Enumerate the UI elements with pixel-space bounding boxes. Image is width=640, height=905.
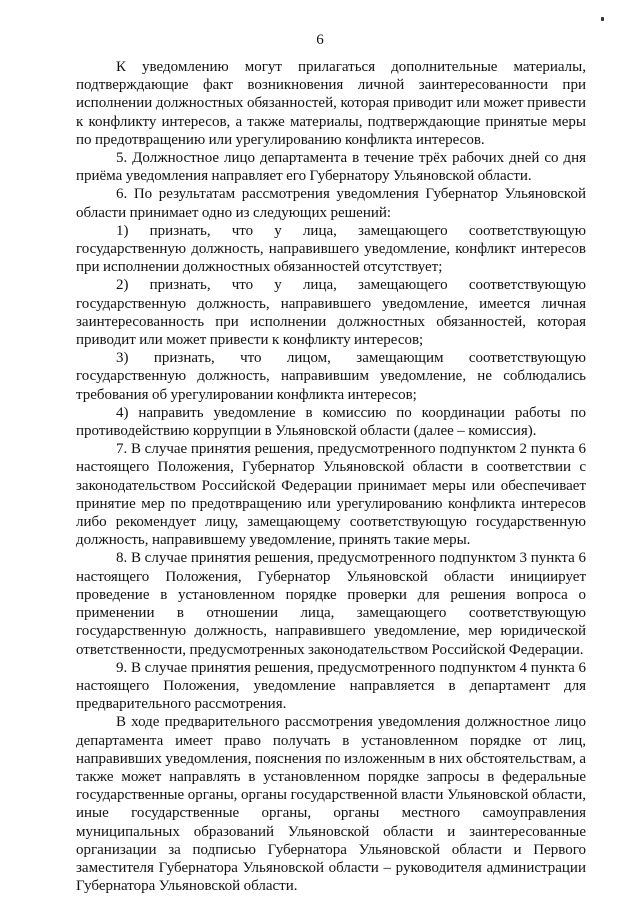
paragraph-9: 9. В случае принятия решения, предусмотренного подпунктом 4 пункта 6 настоящего Положения, уведомление направляется в департамент для предварительного рассмотрения. [76,659,586,713]
paragraph-6-item-3: 3) признать, что лицом, замещающим соответствующую государственную должность, направившим уведомление, не соблюдались требования об урегулировании конфликта интересов; [76,350,586,403]
page-number: 6 [316,32,324,48]
paragraph-5: 5. Должностное лицо департамента в течение трёх рабочих дней со дня приёма уведомления направляет его Губернатору Ульяновской области. [76,150,586,185]
paragraph-7: 7. В случае принятия решения, предусмотренного подпунктом 2 пункта 6 настоящего Положения, Губернатор Ульяновской области в соответствии с законодательством Российской Федерации принимает меры или обеспечивает принятие мер по предотвращению или урегулированию конфликта интересов либо рекомендует лицу, замещающему соответствующую государственную должность, направившему уведомление, принять такие меры. [76,441,586,549]
paragraph-6-item-1: 1) признать, что у лица, замещающего соответствующую государственную должность, направившего уведомление, конфликт интересов при исполнении должностных обязанностей отсутствует; [76,222,586,276]
paragraph-attachments: К уведомлению могут прилагаться дополнительные материалы, подтверждающие факт возникновения личной заинтересованности при исполнении должностных обязанностей, которая приводит или может привести к конфликту интересов, а также материалы, подтверждающие принятые меры по предотвращению или урегулированию конфликта интересов. [76,59,586,148]
paragraph-6: 6. По результатам рассмотрения уведомления Губернатор Ульяновской области принимает одно из следующих решений: [76,186,586,221]
paragraph-6-item-4: 4) направить уведомление в комиссию по координации работы по противодействию коррупции в Ульяновской области (далее – комиссия). [76,404,586,440]
paragraph-preliminary-review: В ходе предварительного рассмотрения уведомления должностное лицо департамента имеет право получать в установленном порядке от лиц, направивших уведомления, пояснения по изложенным в них обстоятельствам, а также может направлять в установленном порядке запросы в федеральные государственные органы, органы государственной власти Ульяновской области, иные государственные органы, органы местного самоуправления муниципальных образований Ульяновской области и заинтересованные организации за подписью Губернатора Ульяновской области и Первого заместителя Губернатора Ульяновской области – руководителя администрации Губернатора Ульяновской области. [76,714,586,895]
paragraph-8: 8. В случае принятия решения, предусмотренного подпунктом 3 пункта 6 настоящего Положения, Губернатор Ульяновской области инициирует проведение в установленном порядке проверки для решения вопроса о применении в отношении лица, замещающего соответствующую государственную должность, направившего уведомление, мер юридической ответственности, предусмотренных законодательством Российской Федерации. [76,550,586,658]
paragraph-6-item-2: 2) признать, что у лица, замещающего соответствующую государственную должность, направившего уведомление, имеется личная заинтересованность при исполнении должностных обязанностей, которая приводит или может привести к конфликту интересов; [76,277,586,349]
document-body [76,58,586,895]
scan-mark [601,17,604,21]
